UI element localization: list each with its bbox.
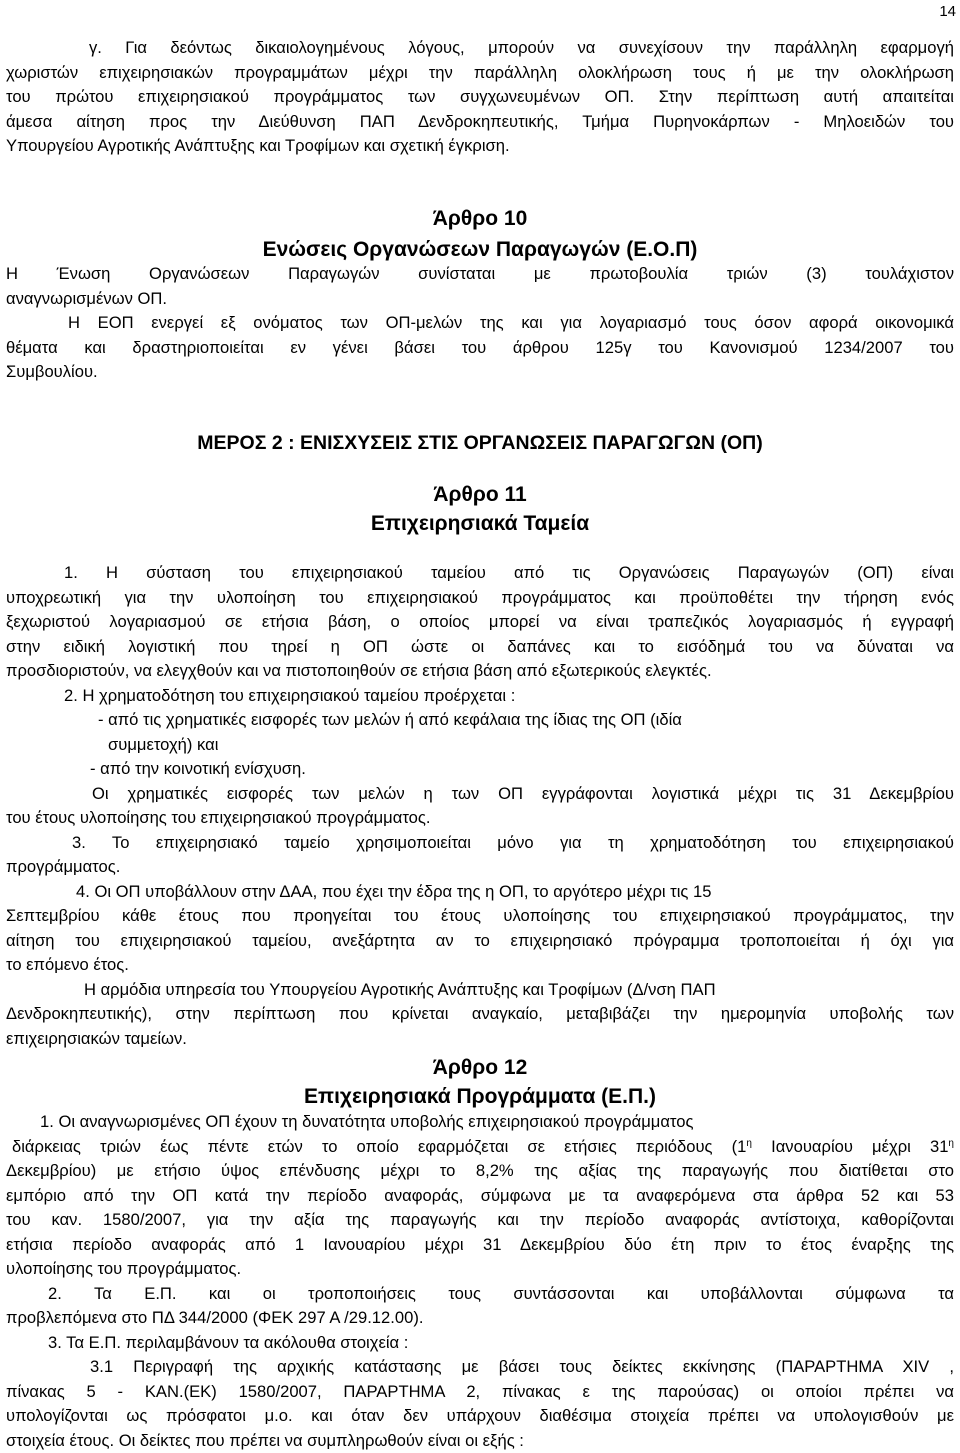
paragraph [6,85,954,110]
text-line: Η Ένωση Οργανώσεων Παραγωγών συνίσταται με πρωτοβουλία τριών (3) τουλάχιστον [6,264,954,283]
list-item [6,733,954,758]
part-2-heading: ΜΕΡΟΣ 2 : ΕΝΙΣΧΥΣΕΙΣ ΣΤΙΣ ΟΡΓΑΝΩΣΕΙΣ ΠΑΡΑΓΩΓΩΝ (ΟΠ) [6,428,954,458]
paragraph [6,360,954,385]
paragraph [6,1306,954,1331]
text-line: επιχειρησιακών ταμείων. [6,1029,187,1048]
text-line: - από τις χρηματικές εισφορές των μελών ή από κεφάλαια της ίδιας της ΟΠ (ιδία [98,710,682,729]
paragraph [6,1282,954,1307]
paragraph [6,684,954,709]
text-line: 4. Οι ΟΠ υποβάλλουν στην ΔΑΑ, που έχει την έδρα της η ΟΠ, το αργότερο μέχρι τις 15 [76,882,711,901]
text-line: προβλεπόμενα στο ΠΔ 344/2000 (ΦΕΚ 297 Α /29.12.00). [6,1308,423,1327]
text-line: του πρώτου επιχειρησιακού προγράμματος των συγχωνευμένων ΟΠ. Στην περίπτωση αυτή απαιτείται [6,87,954,106]
text-line: Οι χρηματικές εισφορές των μελών η των ΟΠ εγγράφονται λογιστικά μέχρι τις 31 Δεκεμβρίου [92,784,954,803]
paragraph [6,978,954,1003]
paragraph [6,782,954,807]
text-line: Συμβουλίου. [6,362,98,381]
paragraph [6,929,954,954]
text-line: υλοποίησης του προγράμματος. [6,1259,241,1278]
text-line: εμπόριο από την ΟΠ κατά την περίοδο αναφοράς, σύμφωνα με τα αναφερόμενα στα άρθρα 52 και 53 [6,1186,954,1205]
list-item [6,757,954,782]
article-11-title: Επιχειρησιακά Ταμεία [6,509,954,539]
superscript: η [746,1138,752,1149]
article-12-title: Επιχειρησιακά Προγράμματα (Ε.Π.) [6,1082,954,1112]
text-line: 1. Η σύσταση του επιχειρησιακού ταμείου από τις Οργανώσεις Παραγωγών (ΟΠ) είναι [64,563,954,582]
text-line: προγράμματος. [6,857,120,876]
paragraph [6,1331,954,1356]
text-line: διάρκειας τριών έως πέντε ετών το οποίο εφαρμόζεται σε ετήσιες περιόδους (1 [12,1137,746,1156]
list-item [6,708,954,733]
paragraph [6,904,954,929]
text-line: υποχρεωτική για την υλοποίηση του επιχειρησιακού προγράμματος και προϋποθέτει την τήρηση ενός [6,588,954,607]
paragraph [6,1208,954,1233]
article-10-body [6,262,954,385]
paragraph [6,1135,954,1160]
paragraph [6,953,954,978]
article-12-body [6,1110,954,1453]
text-line: αίτηση του επιχειρησιακού ταμείου, ανεξάρτητα αν το επιχειρησιακό πρόγραμμα τροποποιείται ή όχι για [6,931,954,950]
paragraph [6,1355,954,1380]
paragraph [6,586,954,611]
text-line: χωριστών επιχειρησιακών προγραμμάτων μέχρι την παράλληλη ολοκλήρωση τους ή με την ολοκλήρωση [6,63,954,82]
paragraph [6,1110,954,1135]
paragraph [6,635,954,660]
text-line: Υπουργείου Αγροτικής Ανάπτυξης και Τροφίμων και σχετική έγκριση. [6,136,510,155]
paragraph [6,61,954,86]
paragraph [6,880,954,905]
article-11-number: Άρθρο 11 [6,480,954,510]
page-number: 14 [939,0,956,25]
paragraph [6,1184,954,1209]
text-line: συμμετοχή) και [108,735,218,754]
text-line: ξεχωριστού λογαριασμού σε ετήσια βάση, ο οποίος μπορεί να είναι τραπεζικός λογαριασμός ή εγγραφή [6,612,954,631]
text-line: υπολογίζονται ως πρόσφατοι μ.ο. και όταν δεν υπάρχουν διαθέσιμα στοιχεία πρέπει να υπολογισθούν με [6,1406,954,1425]
text-line: 3. Τα Ε.Π. περιλαμβάνουν τα ακόλουθα στοιχεία : [48,1333,408,1352]
text-line: Δεκεμβρίου) με ετήσιο ύψος επένδυσης μέχρι το 8,2% της αξίας της παραγωγής που διατίθεται στο [6,1161,954,1180]
text-line: στοιχεία έτους. Οι δείκτες που πρέπει να συμπληρωθούν είναι οι εξής : [6,1431,524,1450]
paragraph [6,134,954,159]
text-line: Δενδροκηπευτικής), στην περίπτωση που κρίνεται αναγκαίο, μεταβιβάζει την ημερομηνία υποβολής των [6,1004,954,1023]
paragraph [6,610,954,635]
text-line: πίνακας 5 - ΚΑΝ.(ΕΚ) 1580/2007, ΠΑΡΑΡΤΗΜΑ 2, πίνακας ε της παρούσας) οι οποίοι πρέπει να [6,1382,954,1401]
text-line: 3.1 Περιγραφή της αρχικής κατάστασης με βάσει τους δείκτες εκκίνησης (ΠΑΡΑΡΤΗΜΑ XIV , [90,1357,954,1376]
paragraph [6,1233,954,1258]
article-12-number: Άρθρο 12 [6,1053,954,1083]
text-line: Σεπτεμβρίου κάθε έτους που προηγείται του έτους υλοποίησης του επιχειρησιακού προγράμματος, την [6,906,954,925]
text-line: του καν. 1580/2007, για την αξία της παραγωγής και την περίοδο αναφοράς αντίστοιχα, καθορίζονται [6,1210,954,1229]
paragraph [6,1027,954,1052]
paragraph [6,1429,954,1453]
text-line: Η αρμόδια υπηρεσία του Υπουργείου Αγροτικής Ανάπτυξης και Τροφίμων (Δ/νση ΠΑΠ [84,980,716,999]
text-line: στην ειδική λογιστική που τηρεί η ΟΠ ώστε οι δαπάνες και το εισόδημά του να δύναται να [6,637,954,656]
text-line: άμεσα αίτηση προς την Διεύθυνση ΠΑΠ Δενδροκηπευτικής, Τμήμα Πυρηνοκάρπων - Μηλοειδών του [6,112,954,131]
text-line: γ. Για δεόντως δικαιολογημένους λόγους, μπορούν να συνεχίσουν την παράλληλη εφαρμογή [89,38,954,57]
paragraph [6,1404,954,1429]
paragraph [6,336,954,361]
paragraph [6,1159,954,1184]
text-line: Η ΕΟΠ ενεργεί εξ ονόματος των ΟΠ-μελών της και για λογαριασμό τους όσον αφορά οικονομικά [68,313,954,332]
text-line: - από την κοινοτική ενίσχυση. [90,759,306,778]
paragraph [6,831,954,856]
text-line: 3. Το επιχειρησιακό ταμείο χρησιμοποιείται μόνο για τη χρηματοδότηση του επιχειρησιακού [72,833,954,852]
text-line: Ιανουαρίου μέχρι 31 [752,1137,948,1156]
text-line: 2. Τα Ε.Π. και οι τροποποιήσεις τους συντάσσονται και υποβάλλονται σύμφωνα τα [48,1284,954,1303]
paragraph [6,659,954,684]
article-10-title: Ενώσεις Οργανώσεων Παραγωγών (Ε.Ο.Π) [6,235,954,265]
paragraph [6,110,954,135]
text-line: το επόμενο έτος. [6,955,129,974]
paragraph [6,311,954,336]
paragraph [6,262,954,287]
text-line: θέματα και δραστηριοποιείται εν γένει βάσει του άρθρου 125γ του Κανονισμού 1234/2007 του [6,338,954,357]
paragraph [6,1257,954,1282]
paragraph [6,855,954,880]
text-line: προσδιοριστούν, να ελεγχθούν και να πιστοποιηθούν σε ετήσια βάση από εξωτερικούς ελεγκτές. [6,661,712,680]
text-line: 1. Οι αναγνωρισμένες ΟΠ έχουν τη δυνατότητα υποβολής επιχειρησιακού προγράμματος [40,1112,693,1131]
paragraph [6,1380,954,1405]
paragraph [6,287,954,312]
paragraph [6,806,954,831]
paragraph [6,36,954,61]
paragraph [6,1002,954,1027]
text-line: αναγνωρισμένων ΟΠ. [6,289,167,308]
section-g [6,36,954,159]
article-11-body [6,561,954,1051]
paragraph [6,561,954,586]
article-10-number: Άρθρο 10 [6,204,954,234]
superscript: η [948,1138,954,1149]
text-line: 2. Η χρηματοδότηση του επιχειρησιακού ταμείου προέρχεται : [64,686,515,705]
text-line: ετήσια περίοδο αναφοράς από 1 Ιανουαρίου μέχρι 31 Δεκεμβρίου δύο έτη πριν το έτος έναρξης της [6,1235,954,1254]
text-line: του έτους υλοποίησης του επιχειρησιακού προγράμματος. [6,808,431,827]
